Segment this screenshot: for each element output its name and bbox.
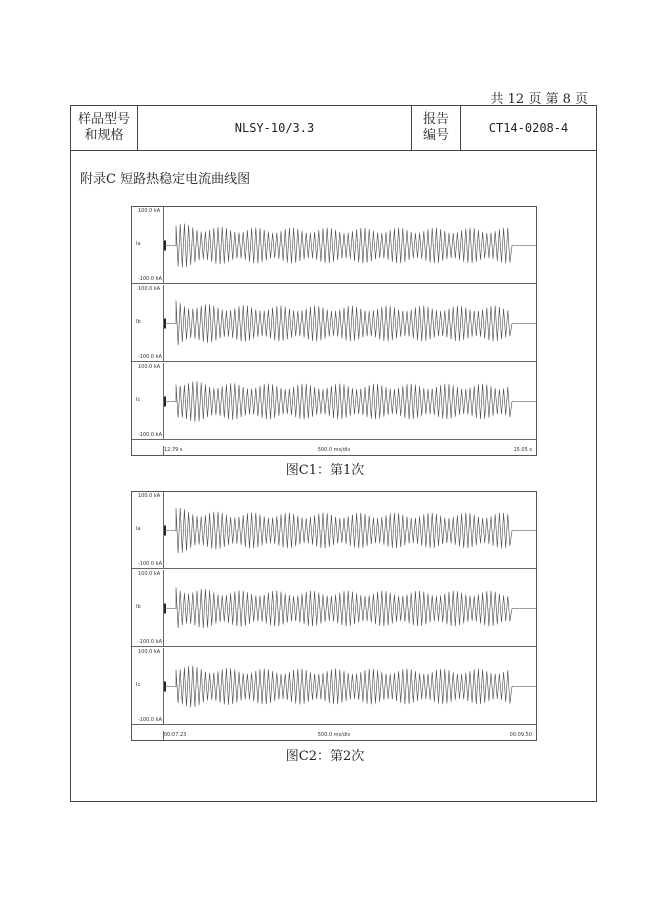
waveform-ib [164,570,536,647]
report-label: 报告 编号 [412,106,461,151]
x-start-label: 00:07.23 [164,732,187,738]
channel-label: Ib [136,604,141,610]
panel-ia [132,492,536,569]
y-max-label: 100.0 kA [138,493,161,499]
channel-label: Ic [136,682,141,688]
panel-ia [132,207,536,284]
figure-c1-chart [131,206,537,456]
header-table [70,105,597,151]
y-min-label: -100.0 kA [138,561,163,567]
y-max-label: 100.0 kA [138,571,161,577]
waveform-ia [164,492,536,569]
panel-ib [132,570,536,647]
appendix-title: 附录C 短路热稳定电流曲线图 [80,172,251,187]
waveform-ib [164,285,536,362]
waveform-ia [164,207,536,284]
y-min-label: -100.0 kA [138,717,163,723]
waveform-ic [164,363,536,440]
panel-ib [132,285,536,362]
x-scale-label: 500.0 ms/div [317,447,351,453]
channel-label: Ia [136,526,141,532]
y-max-label: 100.0 kA [138,286,161,292]
x-scale-label: 500.0 ms/div [317,732,351,738]
x-end-label: 00:09.50 [509,732,532,738]
figure-c1-caption: 图C1：第1次 [285,463,365,478]
panel-ic [132,363,536,440]
y-max-label: 100.0 kA [138,364,161,370]
y-min-label: -100.0 kA [138,276,163,282]
y-min-label: -100.0 kA [138,432,163,438]
channel-label: Ia [136,241,141,247]
model-label: 样品型号 和规格 [71,106,138,151]
current-trace [164,301,536,346]
x-start-label: 12.79 s [164,447,183,453]
x-axis [132,446,536,455]
page-number: 共 12 页 第 8 页 [490,92,588,107]
x-end-label: 15.05 s [513,447,532,453]
waveform-ic [164,648,536,725]
panel-ic [132,648,536,725]
channel-label: Ic [136,397,141,403]
channel-label: Ib [136,319,141,325]
report-value: CT14-0208-4 [461,106,597,151]
y-max-label: 100.0 kA [138,649,161,655]
current-trace [164,587,536,628]
model-value: NLSY-10/3.3 [138,106,412,151]
y-min-label: -100.0 kA [138,354,163,360]
y-min-label: -100.0 kA [138,639,163,645]
x-axis [132,731,536,740]
y-max-label: 100.0 kA [138,208,161,214]
figure-c2-caption: 图C2：第2次 [285,749,365,764]
figure-c2-chart [131,491,537,741]
